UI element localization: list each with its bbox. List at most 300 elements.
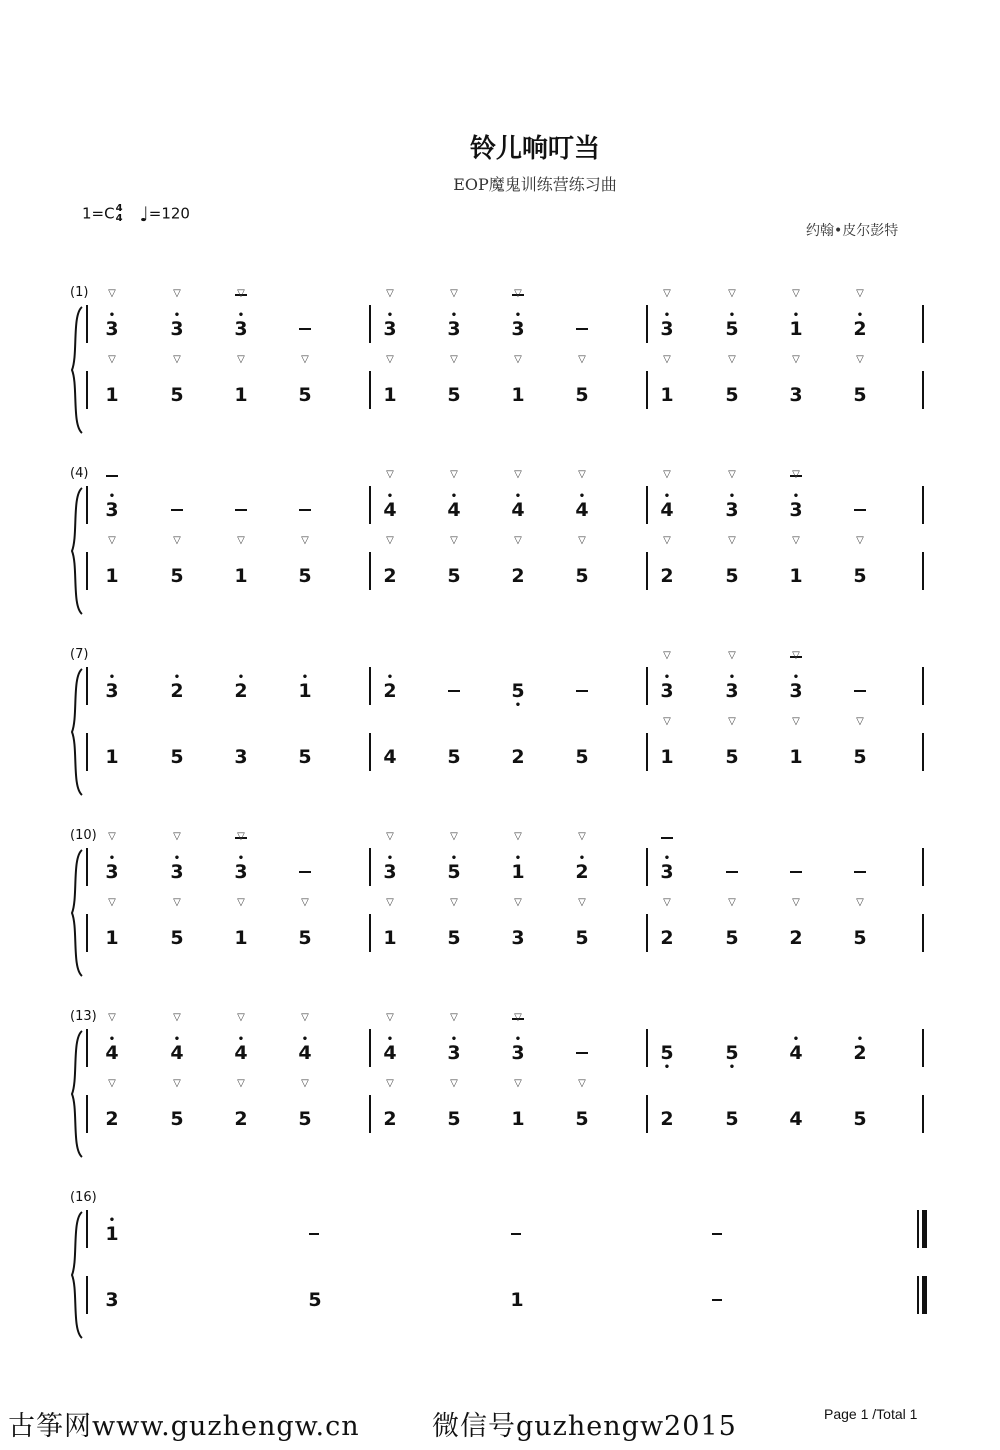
lower-note — [293, 1109, 317, 1129]
high-octave-dot: • — [578, 853, 586, 864]
note-digit: 3 — [234, 746, 248, 768]
note-digit: 5 — [170, 384, 184, 406]
bar-line — [922, 733, 924, 771]
high-octave-dot: • — [792, 491, 800, 502]
triangle-icon: ▽ — [663, 650, 671, 661]
triangle-icon: ▽ — [386, 1012, 394, 1023]
triangle-icon: ▽ — [514, 897, 522, 908]
high-octave-dot: • — [237, 310, 245, 321]
dash-mark — [854, 871, 866, 873]
bar-line — [922, 1029, 924, 1067]
upper-note — [442, 853, 466, 883]
triangle-icon: ▽ — [663, 535, 671, 546]
note-digit: 1 — [510, 1289, 524, 1311]
note-digit: 5 — [447, 861, 461, 883]
triangle-icon: ▽ — [450, 1012, 458, 1023]
triangle-icon: ▽ — [514, 1012, 522, 1023]
lower-note — [655, 928, 679, 948]
bar-line — [646, 914, 648, 952]
triangle-icon: ▽ — [578, 831, 586, 842]
upper-note — [378, 672, 402, 702]
note-digit: 4 — [298, 1042, 312, 1064]
high-octave-dot: • — [301, 672, 309, 683]
bar-line — [86, 552, 88, 590]
lower-note — [720, 747, 744, 767]
triangle-icon: ▽ — [173, 897, 181, 908]
system-number: (13) — [70, 1009, 97, 1024]
lower-note — [848, 1109, 872, 1129]
bar-line — [86, 305, 88, 343]
lower-note — [655, 385, 679, 405]
triangle-icon: ▽ — [237, 288, 245, 299]
system-brace — [68, 305, 88, 435]
lower-note — [100, 1109, 124, 1129]
note-digit: 3 — [234, 318, 248, 340]
high-octave-dot: • — [108, 853, 116, 864]
note-digit: 5 — [298, 384, 312, 406]
note-digit: 3 — [511, 927, 525, 949]
high-octave-dot: • — [386, 672, 394, 683]
triangle-icon: ▽ — [173, 288, 181, 299]
triangle-icon: ▽ — [663, 716, 671, 727]
triangle-icon: ▽ — [663, 354, 671, 365]
bar-line — [86, 1210, 88, 1248]
note-digit: 3 — [789, 680, 803, 702]
note-digit: 5 — [725, 384, 739, 406]
final-bar-thick — [922, 1276, 927, 1314]
triangle-icon: ▽ — [237, 354, 245, 365]
note-digit: 1 — [234, 384, 248, 406]
note-digit: 5 — [298, 927, 312, 949]
note-digit: 4 — [660, 499, 674, 521]
lower-note — [720, 566, 744, 586]
upper-note — [720, 1042, 744, 1073]
note-digit: 5 — [725, 1108, 739, 1130]
note-digit: 4 — [383, 746, 397, 768]
note-digit: 2 — [170, 680, 184, 702]
upper-note — [165, 310, 189, 340]
high-octave-dot: • — [237, 853, 245, 864]
note-digit: 3 — [660, 318, 674, 340]
note-digit: 2 — [853, 318, 867, 340]
note-digit: 1 — [511, 1108, 525, 1130]
triangle-icon: ▽ — [578, 535, 586, 546]
lower-note — [378, 928, 402, 948]
note-digit: 1 — [660, 384, 674, 406]
triangle-icon: ▽ — [728, 469, 736, 480]
triangle-icon: ▽ — [514, 354, 522, 365]
bar-line — [369, 305, 371, 343]
high-octave-dot: • — [386, 853, 394, 864]
upper-note — [229, 1034, 253, 1064]
high-octave-dot: • — [663, 310, 671, 321]
note-digit: 2 — [234, 1108, 248, 1130]
dash-mark — [712, 1299, 722, 1301]
lower-note — [784, 385, 808, 405]
triangle-icon: ▽ — [386, 535, 394, 546]
upper-note — [506, 491, 530, 521]
upper-note — [229, 672, 253, 702]
note-digit: 2 — [660, 927, 674, 949]
note-digit: 3 — [170, 318, 184, 340]
system-number: (4) — [70, 466, 89, 481]
note-digit: 1 — [234, 565, 248, 587]
time-signature — [116, 204, 123, 224]
lower-note — [848, 747, 872, 767]
note-digit: 2 — [234, 680, 248, 702]
note-digit: 2 — [511, 565, 525, 587]
bar-line — [922, 667, 924, 705]
note-digit: 5 — [725, 927, 739, 949]
note-digit: 4 — [511, 499, 525, 521]
lower-note — [720, 928, 744, 948]
note-digit: 3 — [447, 318, 461, 340]
composer: 约翰•皮尔彭特 — [806, 223, 899, 239]
triangle-icon: ▽ — [450, 1078, 458, 1089]
note-digit: 3 — [725, 499, 739, 521]
high-octave-dot: • — [514, 853, 522, 864]
note-digit: 2 — [853, 1042, 867, 1064]
triangle-icon: ▽ — [792, 897, 800, 908]
upper-note — [442, 310, 466, 340]
upper-note — [655, 491, 679, 521]
bar-line — [369, 486, 371, 524]
lower-note — [570, 747, 594, 767]
triangle-icon: ▽ — [173, 1078, 181, 1089]
note-digit: 5 — [660, 1042, 674, 1064]
note-digit: 5 — [447, 384, 461, 406]
note-digit: 4 — [447, 499, 461, 521]
high-octave-dot: • — [450, 310, 458, 321]
upper-note — [655, 853, 679, 883]
bar-line — [86, 1095, 88, 1133]
system-brace — [68, 1210, 88, 1340]
upper-note — [378, 310, 402, 340]
note-digit: 4 — [383, 1042, 397, 1064]
high-octave-dot: • — [108, 310, 116, 321]
high-octave-dot: • — [578, 491, 586, 502]
note-digit: 1 — [383, 927, 397, 949]
note-digit: 5 — [511, 680, 525, 702]
note-digit: 4 — [105, 1042, 119, 1064]
high-octave-dot: • — [856, 1034, 864, 1045]
dash-mark — [235, 509, 247, 511]
lower-note — [505, 1290, 529, 1310]
bar-line — [369, 667, 371, 705]
lower-note — [570, 385, 594, 405]
note-digit: 2 — [575, 861, 589, 883]
note-digit: 2 — [660, 1108, 674, 1130]
upper-note — [655, 1042, 679, 1073]
note-digit: 1 — [105, 1223, 119, 1245]
lower-note — [784, 566, 808, 586]
dash-mark — [854, 509, 866, 511]
high-octave-dot: • — [301, 1034, 309, 1045]
high-octave-dot: • — [450, 491, 458, 502]
footer-site: 古筝网www.guzhengw.cn — [8, 1411, 360, 1442]
triangle-icon: ▽ — [108, 535, 116, 546]
upper-note — [100, 1215, 124, 1245]
bar-line — [922, 305, 924, 343]
note-digit: 1 — [383, 384, 397, 406]
lower-note — [293, 566, 317, 586]
dash-mark — [576, 1052, 588, 1054]
note-digit: 2 — [383, 565, 397, 587]
upper-note — [165, 853, 189, 883]
note-digit: 2 — [660, 565, 674, 587]
system-brace — [68, 667, 88, 797]
bar-line — [369, 733, 371, 771]
note-digit: 5 — [725, 746, 739, 768]
upper-note — [165, 672, 189, 702]
upper-note — [506, 1034, 530, 1064]
note-digit: 5 — [447, 927, 461, 949]
triangle-icon: ▽ — [728, 650, 736, 661]
bar-line — [86, 486, 88, 524]
bar-line — [369, 914, 371, 952]
bar-line — [369, 1029, 371, 1067]
lower-note — [293, 928, 317, 948]
note-digit: 3 — [105, 1289, 119, 1311]
bar-line — [646, 667, 648, 705]
upper-note — [442, 491, 466, 521]
upper-note — [848, 1034, 872, 1064]
note-digit: 2 — [511, 746, 525, 768]
bar-line — [922, 486, 924, 524]
triangle-icon: ▽ — [301, 1078, 309, 1089]
low-octave-dot: • — [514, 700, 522, 711]
note-digit: 5 — [575, 1108, 589, 1130]
lower-note — [506, 566, 530, 586]
note-digit: 3 — [105, 499, 119, 521]
triangle-icon: ▽ — [108, 897, 116, 908]
high-octave-dot: • — [792, 672, 800, 683]
triangle-icon: ▽ — [173, 535, 181, 546]
upper-note — [378, 491, 402, 521]
triangle-icon: ▽ — [301, 354, 309, 365]
triangle-icon: ▽ — [792, 469, 800, 480]
bar-line — [922, 371, 924, 409]
lower-note — [442, 566, 466, 586]
triangle-icon: ▽ — [578, 897, 586, 908]
lower-note — [442, 928, 466, 948]
triangle-icon: ▽ — [450, 897, 458, 908]
lower-note — [506, 747, 530, 767]
high-octave-dot: • — [663, 491, 671, 502]
bar-line — [369, 371, 371, 409]
dash-mark — [576, 690, 588, 692]
high-octave-dot: • — [386, 1034, 394, 1045]
triangle-icon: ▽ — [856, 716, 864, 727]
high-octave-dot: • — [173, 310, 181, 321]
high-octave-dot: • — [237, 672, 245, 683]
lower-note — [570, 928, 594, 948]
note-digit: 3 — [789, 384, 803, 406]
triangle-icon: ▽ — [301, 535, 309, 546]
note-digit: 4 — [575, 499, 589, 521]
upper-note — [229, 310, 253, 340]
note-digit: 3 — [660, 680, 674, 702]
note-digit: 1 — [298, 680, 312, 702]
lower-note — [303, 1290, 327, 1310]
lower-note — [229, 566, 253, 586]
note-digit: 3 — [725, 680, 739, 702]
triangle-icon: ▽ — [386, 469, 394, 480]
triangle-icon: ▽ — [108, 1078, 116, 1089]
note-digit: 3 — [511, 318, 525, 340]
triangle-icon: ▽ — [514, 535, 522, 546]
triangle-icon: ▽ — [792, 354, 800, 365]
note-digit: 5 — [308, 1289, 322, 1311]
bar-line — [646, 733, 648, 771]
triangle-icon: ▽ — [578, 1078, 586, 1089]
upper-note — [784, 1034, 808, 1064]
high-octave-dot: • — [663, 853, 671, 864]
lower-note — [100, 928, 124, 948]
high-octave-dot: • — [792, 1034, 800, 1045]
upper-note — [293, 1034, 317, 1064]
note-digit: 5 — [575, 565, 589, 587]
high-octave-dot: • — [450, 853, 458, 864]
bar-line — [86, 1276, 88, 1314]
note-digit: 5 — [853, 565, 867, 587]
low-octave-dot: • — [663, 1062, 671, 1073]
lower-note — [784, 1109, 808, 1129]
dash-mark — [854, 690, 866, 692]
bar-line — [646, 848, 648, 886]
note-digit: 4 — [170, 1042, 184, 1064]
bar-line — [922, 552, 924, 590]
note-digit: 3 — [170, 861, 184, 883]
lower-note — [570, 1109, 594, 1129]
bar-line — [646, 1095, 648, 1133]
lower-note — [655, 1109, 679, 1129]
final-bar-thin — [917, 1276, 919, 1314]
triangle-icon: ▽ — [301, 897, 309, 908]
triangle-icon: ▽ — [728, 716, 736, 727]
lower-note — [100, 385, 124, 405]
lower-note — [442, 385, 466, 405]
triangle-icon: ▽ — [728, 288, 736, 299]
lower-note — [100, 566, 124, 586]
lower-note — [165, 1109, 189, 1129]
lower-note — [848, 566, 872, 586]
upper-note — [720, 491, 744, 521]
triangle-icon: ▽ — [237, 897, 245, 908]
lower-note — [442, 747, 466, 767]
upper-note — [784, 672, 808, 702]
upper-note — [229, 853, 253, 883]
note-digit: 5 — [447, 565, 461, 587]
bar-line — [369, 552, 371, 590]
time-bottom: 4 — [115, 213, 123, 224]
note-digit: 3 — [511, 1042, 525, 1064]
note-digit: 3 — [105, 680, 119, 702]
dash-mark — [726, 871, 738, 873]
footer-wechat: 微信号guzhengw2015 — [432, 1411, 737, 1442]
bar-line — [922, 848, 924, 886]
note-digit: 3 — [383, 861, 397, 883]
lower-note — [293, 385, 317, 405]
lower-note — [229, 928, 253, 948]
high-octave-dot: • — [728, 310, 736, 321]
note-digit: 5 — [575, 927, 589, 949]
system-brace — [68, 486, 88, 616]
lower-note — [506, 385, 530, 405]
note-digit: 5 — [853, 1108, 867, 1130]
note-digit: 5 — [298, 746, 312, 768]
triangle-icon: ▽ — [450, 288, 458, 299]
high-octave-dot: • — [108, 491, 116, 502]
system-number: (7) — [70, 647, 89, 662]
triangle-icon: ▽ — [514, 1078, 522, 1089]
triangle-icon: ▽ — [792, 716, 800, 727]
high-octave-dot: • — [792, 310, 800, 321]
triangle-icon: ▽ — [108, 354, 116, 365]
high-octave-dot: • — [728, 672, 736, 683]
upper-note — [784, 491, 808, 521]
triangle-icon: ▽ — [237, 535, 245, 546]
bar-line — [922, 1095, 924, 1133]
tempo-value: =120 — [148, 204, 190, 223]
upper-note — [100, 1034, 124, 1064]
triangle-icon: ▽ — [450, 354, 458, 365]
note-digit: 1 — [789, 565, 803, 587]
triangle-icon: ▽ — [450, 469, 458, 480]
lower-note — [165, 747, 189, 767]
triangle-icon: ▽ — [578, 469, 586, 480]
note-digit: 1 — [511, 861, 525, 883]
bar-line — [369, 848, 371, 886]
page-info: Page 1 /Total 1 — [824, 1406, 918, 1422]
accent-overline — [106, 475, 118, 477]
upper-note — [655, 672, 679, 702]
note-digit: 5 — [170, 927, 184, 949]
bar-line — [86, 667, 88, 705]
triangle-icon: ▽ — [237, 1078, 245, 1089]
triangle-icon: ▽ — [386, 288, 394, 299]
triangle-icon: ▽ — [792, 650, 800, 661]
note-digit: 5 — [853, 927, 867, 949]
time-top: 4 — [115, 203, 123, 214]
lower-note — [720, 1109, 744, 1129]
high-octave-dot: • — [856, 310, 864, 321]
note-digit: 2 — [789, 927, 803, 949]
lower-note — [229, 747, 253, 767]
note-digit: 5 — [725, 1042, 739, 1064]
lower-note — [378, 747, 402, 767]
note-digit: 3 — [105, 861, 119, 883]
system-number: (16) — [70, 1190, 97, 1205]
bar-line — [86, 733, 88, 771]
triangle-icon: ▽ — [514, 288, 522, 299]
dash-mark — [299, 871, 311, 873]
system-brace — [68, 848, 88, 978]
final-bar-thick — [922, 1210, 927, 1248]
lower-note — [378, 385, 402, 405]
high-octave-dot: • — [514, 1034, 522, 1045]
upper-note — [100, 491, 124, 521]
key-signature — [82, 202, 190, 226]
page-subtitle: EOP魔鬼训练营练习曲 — [453, 175, 617, 194]
note-digit: 1 — [660, 746, 674, 768]
note-digit: 5 — [447, 1108, 461, 1130]
triangle-icon: ▽ — [578, 354, 586, 365]
bar-line — [86, 848, 88, 886]
bar-line — [646, 371, 648, 409]
upper-note — [655, 310, 679, 340]
upper-note — [378, 853, 402, 883]
